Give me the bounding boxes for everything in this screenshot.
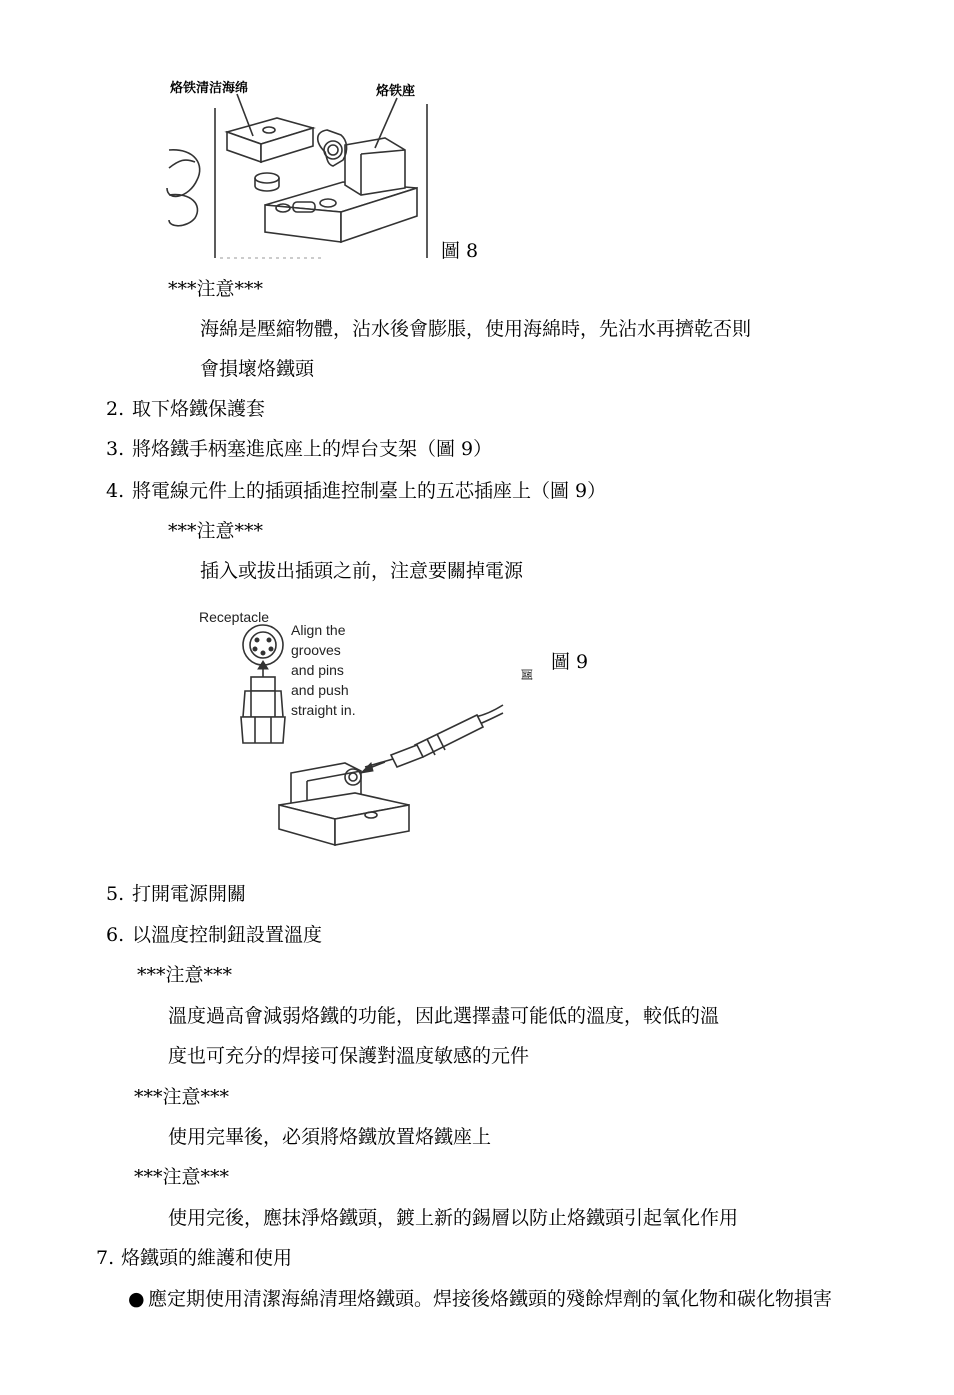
note-heading: ***注意*** <box>168 520 264 542</box>
step-number: 2. <box>106 398 125 420</box>
figure-9-caption: 圖 9 <box>551 651 589 673</box>
bullet-symbol: ● <box>128 1288 145 1310</box>
step-number: 6. <box>106 924 125 946</box>
label-holder: 烙铁座 <box>376 84 416 99</box>
bullet-text: 應定期使用清潔海綿清理烙鐵頭。焊接後烙鐵頭的殘餘焊劑的氧化物和碳化物損害 <box>148 1288 833 1310</box>
label-receptacle: Receptacle <box>199 609 270 625</box>
note-text: 度也可充分的焊接可保護對溫度敏感的元件 <box>168 1045 530 1067</box>
figure-8-caption: 圖 8 <box>441 240 479 262</box>
instruction-line: and pins <box>291 662 344 678</box>
instruction-line: straight in. <box>291 702 356 718</box>
note-text: 插入或拔出插頭之前，注意要關掉電源 <box>200 560 524 582</box>
step-text: 以溫度控制鈕設置溫度 <box>132 924 323 946</box>
label-sponge: 烙铁清洁海绵 <box>170 81 249 96</box>
plug-and-iron-illustration <box>195 605 515 865</box>
note-heading: ***注意*** <box>137 964 233 986</box>
note-heading: ***注意*** <box>168 278 264 300</box>
instruction-line: Align the <box>291 622 346 638</box>
note-text: 溫度過高會減弱烙鐵的功能，因此選擇盡可能低的溫度，較低的溫 <box>168 1005 720 1027</box>
side-mark: 圖 <box>519 668 534 681</box>
figure-9 <box>195 605 515 865</box>
note-text: 會損壞烙鐵頭 <box>200 358 315 380</box>
step-text: 取下烙鐵保護套 <box>132 398 266 420</box>
note-text: 使用完後，應抹淨烙鐵頭，鍍上新的錫層以防止烙鐵頭引起氧化作用 <box>168 1207 739 1229</box>
step-number: 4. <box>106 480 125 502</box>
step-text: 烙鐵頭的維護和使用 <box>121 1247 293 1269</box>
step-text: 將烙鐵手柄塞進底座上的焊台支架（圖 9） <box>132 438 493 460</box>
step-text: 將電線元件上的插頭插進控制臺上的五芯插座上（圖 9） <box>132 480 607 502</box>
step-text: 打開電源開關 <box>132 883 247 905</box>
figure-8 <box>165 70 440 265</box>
step-number: 5. <box>106 883 125 905</box>
note-heading: ***注意*** <box>134 1166 230 1188</box>
soldering-station-illustration <box>165 70 440 265</box>
note-text: 海綿是壓縮物體，沾水後會膨脹，使用海綿時，先沾水再擠乾否則 <box>200 318 752 340</box>
step-number: 7. <box>96 1247 115 1269</box>
step-number: 3. <box>106 438 125 460</box>
instruction-line: grooves <box>291 642 341 658</box>
note-text: 使用完畢後，必須將烙鐵放置烙鐵座上 <box>168 1126 492 1148</box>
instruction-line: and push <box>291 682 349 698</box>
note-heading: ***注意*** <box>134 1086 230 1108</box>
